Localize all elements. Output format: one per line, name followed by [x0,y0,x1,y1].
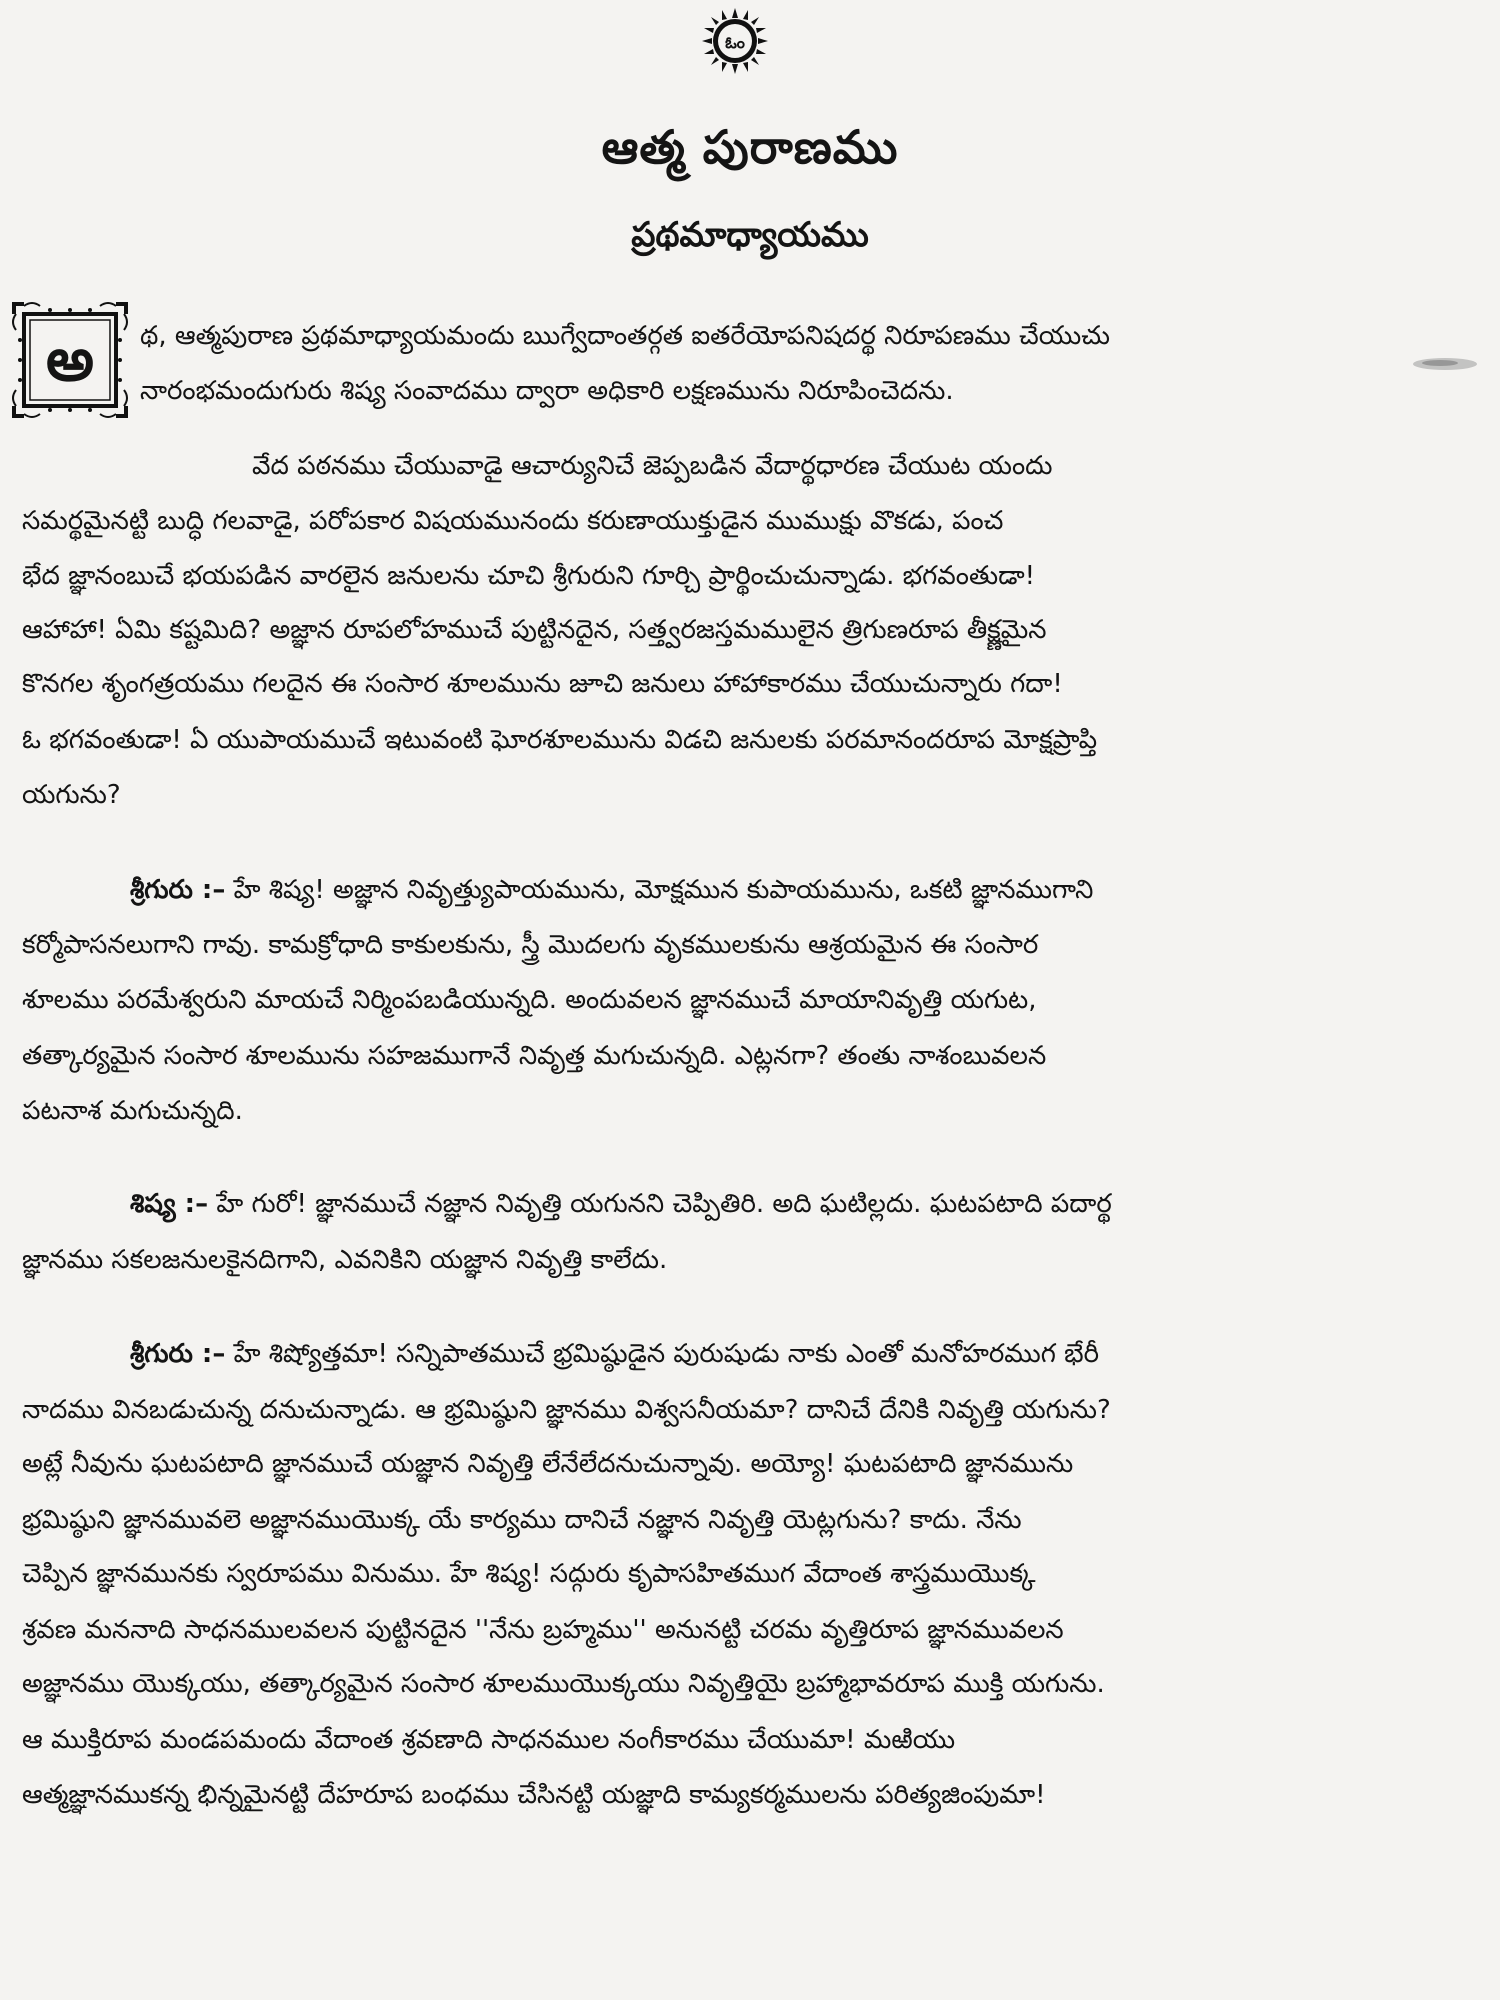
para1-line-7: యగును? [22,780,121,810]
para4-line-5: చెప్పిన జ్ఞానమునకు స్వరూపము వినుము. హే శిష్య! సద్గురు కృపాసహితముగ వేదాంత శాస్త్రముయొక్క [22,1559,1036,1589]
para1-line-5: కొనగల శృంగత్రయము గలదైన ఈ సంసార శూలమును జూచి జనులు హాహాకారము చేయుచున్నారు గదా! [22,669,1063,699]
para1-line-4: ఆహాహా! ఏమి కష్టమిది? అజ్ఞాన రూపలోహముచే పుట్టినదైన, సత్త్వరజస్తమములైన త్రిగుణరూప తీక్ష్ణమైన [22,615,1047,645]
para2-line-1: శ్రీగురు :– హే శిష్య! అజ్ఞాన నివృత్త్యుపాయమును, మోక్షమున కుపాయమును, ఒకటి జ్ఞానముగాని [22,870,1477,910]
om-glyph: ఓం [725,33,745,52]
para4-line-1: శ్రీగురు :– హే శిష్యోత్తమా! సన్నిపాతముచే భ్రమిష్ఠుడైన పురుషుడు నాకు ఎంతో మనోహరముగ భేరీ [22,1334,1477,1374]
para4-line-9: ఆత్మజ్ఞానముకన్న భిన్నమైనట్టి దేహరూప బంధము చేసినట్టి యజ్ఞాది కామ్యకర్మములను పరిత్యజింపుమా! [22,1780,1046,1810]
para4-line-4: భ్రమిష్ఠుని జ్ఞానమువలె అజ్ఞానముయొక్క యే కార్యము దానిచే నజ్ఞాన నివృత్తి యెట్లగును? కాదు. నేను [22,1505,1022,1535]
para1-line-6: ఓ భగవంతుడా! ఏ యుపాయముచే ఇటువంటి ఘోరశూలమును విడచి జనులకు పరమానందరూప మోక్షప్రాప్తి [22,725,1098,755]
intro-line-2: నారంభమందుగురు శిష్య సంవాదము ద్వారా అధికారి లక్షణమును నిరూపించెదను. [140,376,954,406]
para1-line-2: సమర్థమైనట్టి బుద్ధి గలవాడై, పరోపకార విషయమునందు కరుణాయుక్తుడైన ముముక్షు వొకడు, పంచ [22,506,1004,536]
intro-line-1: థ, ఆత్మపురాణ ప్రథమాధ్యాయమందు ఋగ్వేదాంతర్గత ఐతరేయోపనిషదర్థ నిరూపణము చేయుచు [140,321,1110,351]
para4-line-6: శ్రవణ మననాది సాధనములవలన పుట్టినదైన ''నేను బ్రహ్మము'' అనునట్టి చరమ వృత్తిరూప జ్ఞానమువలన [22,1615,1064,1645]
para2-line-2: కర్మోపాసనలుగాని గావు. కామక్రోధాది కాకులకును, స్త్రీ మొదలగు వృకములకును ఆశ్రయమైన ఈ సంసార [22,930,1039,960]
para4-line-7: అజ్ఞానము యొక్కయు, తత్కార్యమైన సంసార శూలముయొక్కయు నివృత్తియై బ్రహ్మాభావరూప ముక్తి యగును. [22,1669,1105,1699]
para1-line-3: భేద జ్ఞానంబుచే భయపడిన వారలైన జనులను చూచి శ్రీగురుని గూర్చి ప్రార్థించుచున్నాడు. భగవంతుడా! [22,561,1036,591]
speaker-label: శిష్య :– [130,1189,209,1219]
para4-line-8: ఆ ముక్తిరూప మండపమందు వేదాంత శ్రవణాది సాధనముల నంగీకారము చేయుమా! మఱియు [22,1725,956,1755]
para4-line-2: నాదము వినబడుచున్న దనుచున్నాడు. ఆ భ్రమిష్ఠుని జ్ఞానము విశ్వసనీయమా? దానిచే దేనికి నివృత్తి యగును? [22,1395,1111,1425]
page-title: ఆత్మ పురాణము [601,120,899,174]
speaker-label: శ్రీగురు :– [130,875,226,905]
om-sun-emblem-icon [700,6,770,76]
dropcap-letter: అ [46,325,94,395]
para2-line-3: శూలము పరమేశ్వరుని మాయచే నిర్మింపబడియున్నది. అందువలన జ్ఞానముచే మాయానివృత్తి యగుట, [22,985,1037,1015]
para2-line-4: తత్కార్యమైన సంసార శూలమును సహజముగానే నివృత్త మగుచున్నది. ఎట్లనగా? తంతు నాశంబువలన [22,1041,1047,1071]
para3-line-1: శిష్య :– హే గురో! జ్ఞానముచే నజ్ఞాన నివృత్తి యగునని చెప్పితిరి. అది ఘటిల్లదు. ఘటపటాది పదార్థ [22,1184,1477,1224]
para3-line-2: జ్ఞానము సకలజనులకైనదిగాని, ఎవనికిని యజ్ఞాన నివృత్తి కాలేదు. [22,1245,668,1275]
para4-line-3: అట్లే నీవును ఘటపటాది జ్ఞానముచే యజ్ఞాన నివృత్తి లేనేలేదనుచున్నావు. అయ్యో! ఘటపటాది జ్ఞానమును [22,1449,1074,1479]
chapter-heading: ప్రథమాధ్యాయము [631,215,869,255]
para1-line-1: వేద పఠనము చేయువాడై ఆచార్యునిచే జెప్పబడిన వేదార్థధారణ చేయుట యందు [252,451,1053,481]
para2-line-5: పటనాశ మగుచున్నది. [22,1096,243,1126]
speaker-label: శ్రీగురు :– [130,1339,226,1369]
